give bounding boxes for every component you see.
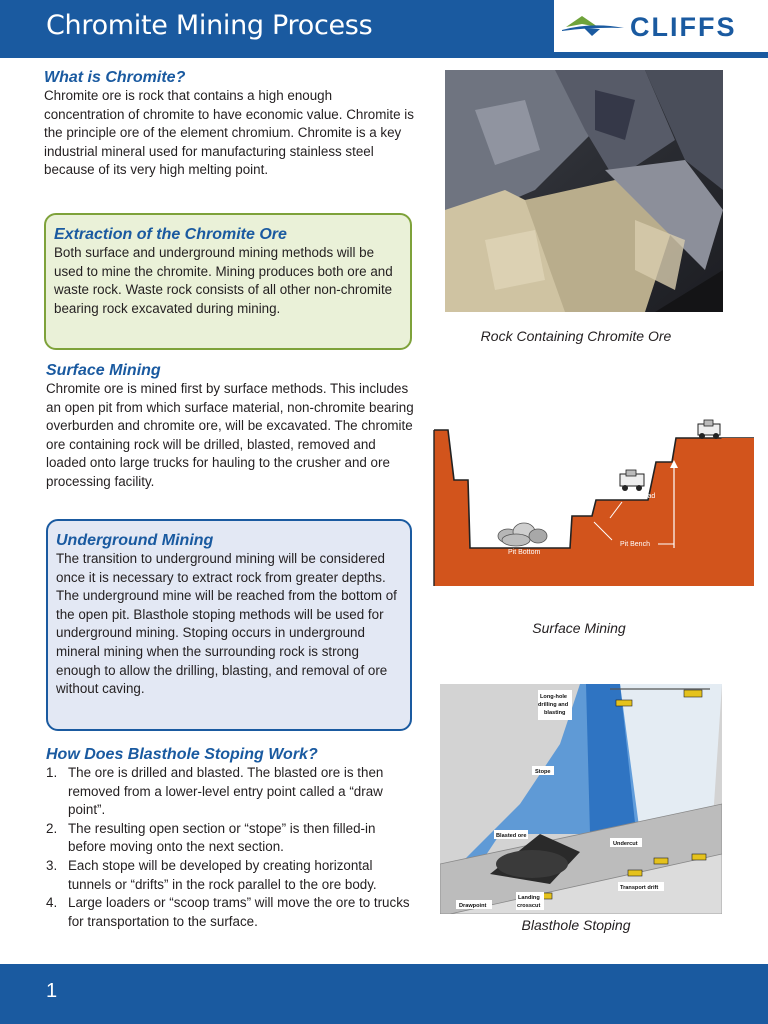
underground-callout: [46, 519, 412, 731]
section-body: Chromite ore is mined first by surface methods. This includes an open pit from which surface material, non-chromite bearing overburden and chromite ore, will be excavated. The chromite ore containing rock will be drilled, blasted, removed and loaded onto large trucks for hauling to the crusher and ore processing facility.: [46, 381, 414, 489]
list-item: 3. Each stope will be developed by creating horizontal tunnels or “drifts” in the rock parallel to the ore body.: [46, 857, 377, 892]
page-header: [0, 0, 768, 58]
steps-list: [46, 764, 410, 931]
section-heading: What is Chromite?: [44, 69, 186, 86]
longhole-label-2: drilling and: [538, 702, 569, 708]
access-road-label: Access Road: [614, 493, 656, 500]
undercut-label: Undercut: [613, 841, 638, 847]
transport-drift-label: Transport drift: [620, 885, 659, 891]
page-title: Chromite Mining Process: [46, 10, 373, 41]
cliffs-logo: [554, 0, 768, 52]
chromite-rock-photo: [445, 70, 723, 312]
longhole-label-3: blasting: [544, 710, 566, 716]
section-what-is-chromite: [44, 68, 414, 180]
landing-label-1: Landing: [518, 895, 540, 901]
blasthole-stoping-diagram: [440, 684, 722, 914]
stope-label: Stope: [535, 769, 551, 775]
list-item: 2. The resulting open section or “stope” is then filled-in before moving onto the next section.: [46, 820, 376, 855]
section-body: Both surface and underground mining methods will be used to mine the chromite. Mining produces both ore and waste rock. Waste rock consists of all other non-chromite bearing rock excavated during mining.: [54, 245, 393, 316]
section-heading: Underground Mining: [56, 532, 214, 549]
page-footer: [0, 964, 768, 1024]
page-number: 1: [46, 980, 58, 1002]
drawpoint-label: Drawpoint: [459, 903, 487, 909]
list-item: 1. The ore is drilled and blasted. The blasted ore is then removed from a lower-level entry point called a “draw point”.: [46, 765, 384, 818]
section-body: Chromite ore is rock that contains a high enough concentration of chromite to have economic value. Chromite is the principle ore of the element chromium. Chromite is a key industrial mineral used for manufacturing stainless steel because of its very high melting point.: [44, 88, 414, 178]
blasted-ore-label: Blasted ore: [496, 833, 527, 839]
section-blasthole-stoping: [46, 745, 410, 931]
list-item: 4. Large loaders or “scoop trams” will move the ore to trucks for transportation to the surface.: [46, 895, 410, 929]
pit-bottom-label: Pit Bottom: [508, 549, 541, 556]
extraction-callout: [44, 213, 412, 350]
pit-bench-label: Pit Bench: [620, 541, 650, 548]
blasthole-stoping-caption: Blasthole Stoping: [521, 917, 631, 933]
longhole-label-1: Long-hole: [540, 694, 568, 700]
surface-mining-diagram: [432, 418, 754, 590]
section-body: The transition to underground mining will be considered once it is necessary to extract rock from greater depths. The underground mine will be reached from the bottom of the open pit. Blasthole stoping methods will be used for underground mining. Stoping occurs in underground mineral mining when the surrounding rock is strong enough to allow the drilling, blasting, and removal of ore without caving.: [56, 551, 397, 697]
logo-text: CLIFFS: [630, 12, 737, 42]
cliffs-logo-icon: [562, 14, 626, 40]
section-heading: Surface Mining: [46, 362, 161, 379]
section-heading: How Does Blasthole Stoping Work?: [46, 746, 318, 763]
surface-mining-caption: Surface Mining: [532, 620, 626, 636]
section-surface-mining: [46, 361, 414, 492]
section-heading: Extraction of the Chromite Ore: [54, 226, 287, 243]
photo-caption: Rock Containing Chromite Ore: [480, 328, 672, 344]
landing-label-2: crosscut: [517, 903, 541, 909]
